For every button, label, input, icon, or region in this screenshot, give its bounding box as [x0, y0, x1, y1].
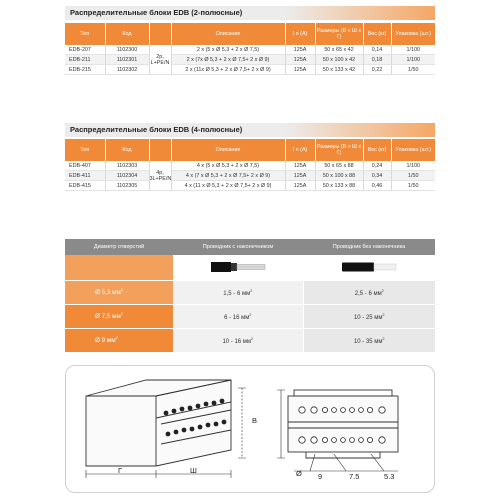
cell-diameter: Ø 9 $мм^2$ — [65, 329, 173, 353]
cell-code: 1102304 — [105, 171, 149, 181]
cell-weight: 0,46 — [363, 181, 391, 191]
cell-desc: 4 х (11 х Ø 5,3 + 2 х Ø 7,5+ 2 х Ø 9) — [171, 181, 285, 191]
cell-current: 125А — [285, 171, 315, 181]
wire-icon-row — [65, 255, 435, 281]
cell-group: 2р, L+PE/N — [149, 45, 171, 75]
cell-pack: 1/50 — [391, 65, 435, 75]
table-row — [65, 45, 435, 55]
dim-height-label: В — [252, 416, 258, 425]
cell-pack: 1/50 — [391, 171, 435, 181]
cell-size: 50 х 100 х 88 — [315, 171, 363, 181]
header-without-ferrule: Проводник без наконечника — [303, 239, 435, 255]
cell-weight: 0,14 — [363, 45, 391, 55]
cell-without-ferrule: 10 - 35 $мм^2$ — [303, 329, 435, 353]
dim-hole-9: 9 — [318, 472, 323, 481]
header-code: Код — [105, 23, 149, 45]
header-current: I n (A) — [285, 139, 315, 161]
wire-table — [65, 239, 435, 353]
header-description: Описание — [171, 23, 285, 45]
table-row — [65, 181, 435, 191]
header-type: Тип — [65, 23, 105, 45]
dim-width-label: Ш — [190, 466, 197, 475]
cell-size: 50 х 65 х 42 — [315, 45, 363, 55]
cell-weight: 0,18 — [363, 55, 391, 65]
cell-type: EDB-207 — [65, 45, 105, 55]
cell-with-ferrule: 10 - 16 $мм^2$ — [173, 329, 303, 353]
table-row — [65, 305, 435, 329]
table2 — [65, 139, 435, 191]
table1-title: Распределительные блоки EDB (2-полюсные) — [65, 6, 435, 20]
header-description: Описание — [171, 139, 285, 161]
header-weight: Вес (кг) — [363, 23, 391, 45]
cell-desc: 2 х (11х Ø 5,3 + 2 х Ø 7,5+ 2 х Ø 9) — [171, 65, 285, 75]
cell-weight: 0,24 — [363, 161, 391, 171]
table1-header-row — [65, 23, 435, 45]
dim-diameter-symbol: Ø — [296, 469, 302, 478]
cell-weight: 0,22 — [363, 65, 391, 75]
cell-type: EDB-415 — [65, 181, 105, 191]
cell-type: EDB-411 — [65, 171, 105, 181]
header-current: I n (A) — [285, 23, 315, 45]
header-size: Размеры (В х Ш х Г) — [315, 139, 363, 161]
cell-desc: 4 х (7 х Ø 5,3 + 2 х Ø 7,5+ 2 х Ø 9) — [171, 171, 285, 181]
header-with-ferrule: Проводник с наконечником — [173, 239, 303, 255]
table-row — [65, 171, 435, 181]
cell-code: 1102305 — [105, 181, 149, 191]
ferrule-wire-icon — [173, 255, 303, 281]
cell-with-ferrule: 1,5 - 6 $мм^2$ — [173, 281, 303, 305]
cell-pack: 1/100 — [391, 161, 435, 171]
header-type: Тип — [65, 139, 105, 161]
dim-depth-label: Г — [118, 466, 123, 475]
wire-header-row — [65, 239, 435, 255]
dim-hole-5-3: 5.3 — [384, 472, 395, 481]
bare-wire-icon — [303, 255, 435, 281]
header-pack: Упаковка (шт.) — [391, 139, 435, 161]
cell-weight: 0,34 — [363, 171, 391, 181]
cell-size: 50 х 65 х 88 — [315, 161, 363, 171]
table-row — [65, 65, 435, 75]
cell-size: 50 х 133 х 88 — [315, 181, 363, 191]
header-code: Код — [105, 139, 149, 161]
cell-pack: 1/100 — [391, 55, 435, 65]
table2-header-row — [65, 139, 435, 161]
header-size: Размеры (В х Ш х Г) — [315, 23, 363, 45]
table2-title: Распределительные блоки EDB (4-полюсные) — [65, 123, 435, 137]
cell-current: 125А — [285, 55, 315, 65]
cell-type: EDB-407 — [65, 161, 105, 171]
table-row — [65, 281, 435, 305]
table1 — [65, 23, 435, 75]
header-diameter: Диаметр отверстий — [65, 239, 173, 255]
cell-size: 50 х 100 х 42 — [315, 55, 363, 65]
table-row — [65, 329, 435, 353]
header-weight: Вес (кг) — [363, 139, 391, 161]
cell-group: 4р, 3L+PE/N — [149, 161, 171, 191]
cell-current: 125А — [285, 161, 315, 171]
cell-pack: 1/100 — [391, 45, 435, 55]
cell-current: 125А — [285, 65, 315, 75]
cell-size: 50 х 133 х 42 — [315, 65, 363, 75]
header-group — [149, 139, 171, 161]
cell-diameter: Ø 7,5 $мм^2$ — [65, 305, 173, 329]
cell-code: 1102300 — [105, 45, 149, 55]
cell-current: 125А — [285, 181, 315, 191]
cell-code: 1102301 — [105, 55, 149, 65]
cell-without-ferrule: 10 - 25 $мм^2$ — [303, 305, 435, 329]
table-row — [65, 161, 435, 171]
cell-pack: 1/50 — [391, 181, 435, 191]
cell-type: EDB-211 — [65, 55, 105, 65]
header-pack: Упаковка (шт.) — [391, 23, 435, 45]
cell-without-ferrule: 2,5 - 6 $мм^2$ — [303, 281, 435, 305]
cell-current: 125А — [285, 45, 315, 55]
cell-with-ferrule: 6 - 16 $мм^2$ — [173, 305, 303, 329]
cell-desc: 4 х (5 х Ø 5,3 + 2 х Ø 7,5) — [171, 161, 285, 171]
cell-code: 1102303 — [105, 161, 149, 171]
cell-desc: 2 х (7х Ø 5,3 + 2 х Ø 7,5+ 2 х Ø 9) — [171, 55, 285, 65]
dimension-drawing — [65, 365, 435, 493]
cell-diameter: Ø 5,3 $мм^2$ — [65, 281, 173, 305]
table-row — [65, 55, 435, 65]
cell-desc: 2 х (5 х Ø 5,3 + 2 х Ø 7,5) — [171, 45, 285, 55]
cell-type: EDB-215 — [65, 65, 105, 75]
dim-hole-7-5: 7.5 — [349, 472, 360, 481]
header-group — [149, 23, 171, 45]
cell-code: 1102302 — [105, 65, 149, 75]
